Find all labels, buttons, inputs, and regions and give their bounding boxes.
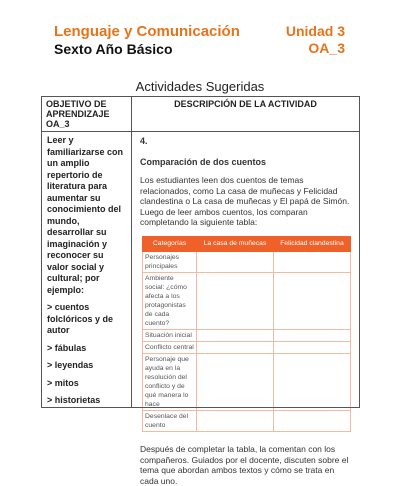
header-right [286,23,345,56]
comparison-category: Personajes principales [143,252,197,273]
objective-column-header: OBJETIVO DE APRENDIZAJE OA_3 [42,97,132,132]
comparison-category: Desenlace del cuento [143,411,197,432]
comparison-blank-cell [274,252,351,273]
comparison-blank-cell [197,252,274,273]
comparison-blank-cell [197,342,274,354]
subject-title: Lenguaje y Comunicación [54,23,240,40]
activities-table [41,96,360,486]
comparison-blank-cell [197,411,274,432]
comparison-row [143,330,351,342]
activity-intro: Los estudiantes leen dos cuentos de temas relacionados, como La casa de muñecas y Felicidad clandestina o La casa de muñecas y El papá de Simón. Luego de leer ambos cuentos, los comparan completando la siguiente tabla: [140,175,350,227]
comparison-header-row [143,236,351,252]
table-body-row [42,132,360,408]
comparison-blank-cell [274,330,351,342]
description-column-header: DESCRIPCIÓN DE LA ACTIVIDAD [132,97,360,132]
comparison-row [143,273,351,330]
objective-text: Leer y familiarizarse con un amplio repertorio de literatura para aumentar su conocimiento del mundo, desarrollar su imaginación y reconocer su valor social y cultural; por ejemplo: [47,135,124,295]
comparison-header: Felicidad clandestina [274,236,351,252]
comparison-row [143,342,351,354]
comparison-blank-cell [274,273,351,330]
comparison-category: Personaje que ayuda en la resolución del conflicto y de qué manera lo hace [143,354,197,411]
comparison-category: Situación inicial [143,330,197,342]
comparison-blank-cell [274,354,351,411]
comparison-header: La casa de muñecas [197,236,274,252]
objective-item: > fábulas [47,342,87,353]
comparison-row [143,411,351,432]
oa-label: OA_3 [308,40,345,56]
unit-label: Unidad 3 [285,23,345,39]
objective-cell [42,132,132,408]
comparison-row [143,252,351,273]
activity-followup: Después de completar la tabla, la comentan con los compañeros. Guiados por el docente, discuten sobre el tema que abordan ambos textos y cómo se trata en cada uno. [140,444,349,486]
table-header-row [42,97,360,132]
objective-item: > cuentos folclóricos y de autor [47,302,114,335]
activity-cell [132,132,360,486]
activity-number: 4. [140,136,148,146]
comparison-blank-cell [197,330,274,342]
objective-item: > historietas [47,395,101,405]
section-title: Actividades Sugeridas [135,79,265,94]
activity-content [132,132,359,486]
objective-item: > leyendas [47,360,94,370]
comparison-category: Conflicto central [143,342,197,354]
activity-title: Comparación de dos cuentos [140,156,267,167]
comparison-category: Ambiente social: ¿cómo afecta a los protagonistas de cada cuento? [143,273,197,330]
comparison-blank-cell [274,411,351,432]
comparison-blank-cell [197,273,274,330]
comparison-header: Categorías [143,236,197,252]
comparison-blank-cell [197,354,274,411]
grade-subtitle: Sexto Año Básico [54,41,173,57]
comparison-row [143,354,351,411]
objective-item: > mitos [47,377,79,388]
comparison-blank-cell [274,342,351,354]
header-left [54,23,240,57]
comparison-table [142,236,351,433]
